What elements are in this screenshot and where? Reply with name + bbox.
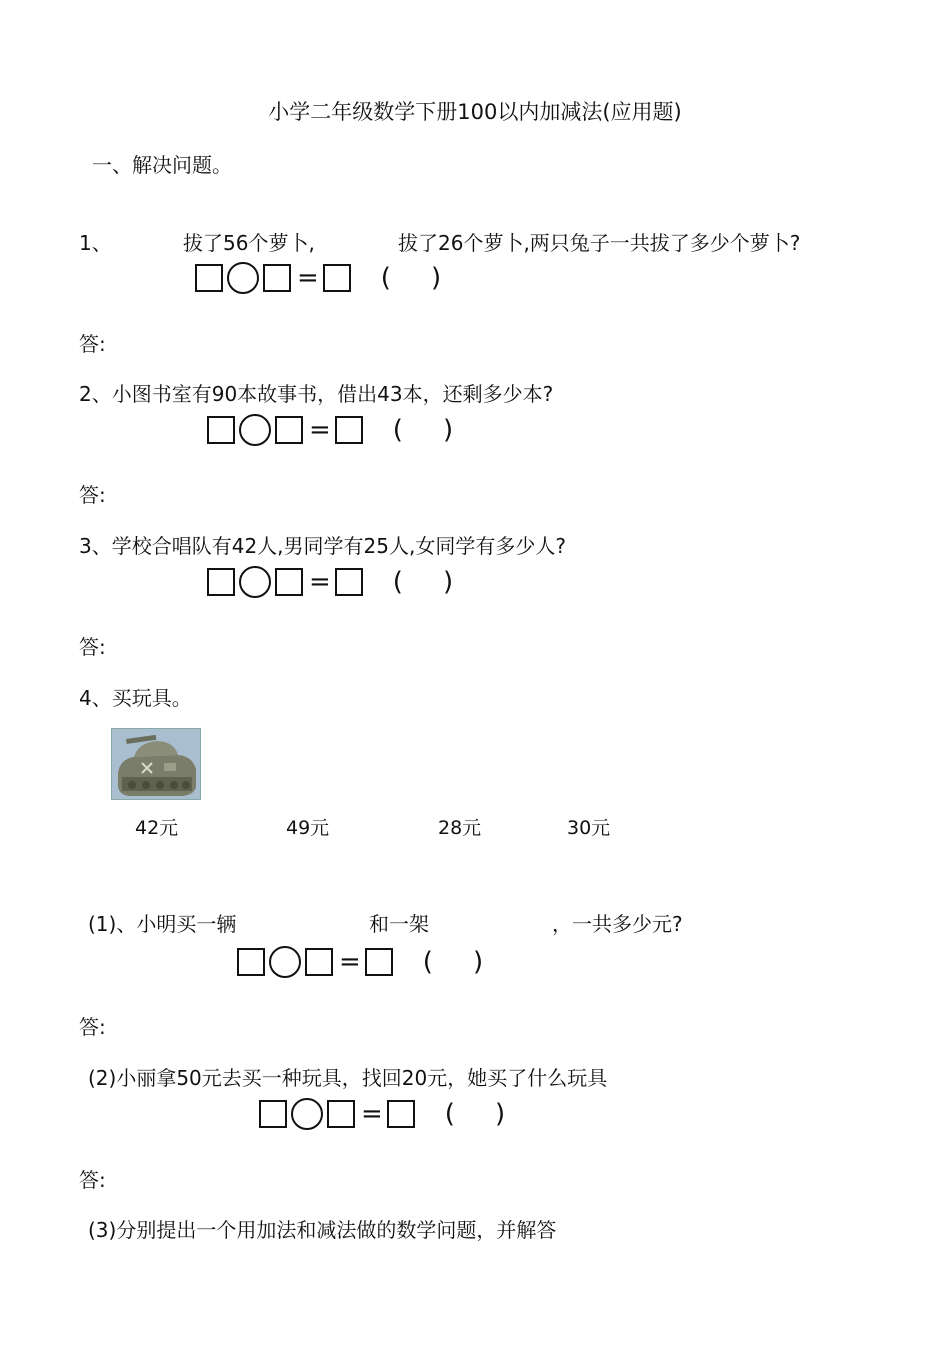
open-paren: ( (444, 1099, 455, 1129)
result-square[interactable] (365, 948, 393, 976)
answer-label: 答: (79, 1168, 106, 1192)
equals-sign: = (309, 415, 331, 445)
blank-square[interactable] (327, 1100, 355, 1128)
open-paren: ( (392, 415, 403, 445)
price-label: 49元 (286, 817, 330, 839)
unit-parentheses[interactable] (445, 1099, 505, 1129)
blank-square[interactable] (195, 264, 223, 292)
q2-equation (207, 413, 453, 447)
sub1-equation (237, 945, 483, 979)
blank-square[interactable] (207, 416, 235, 444)
operator-circle[interactable] (227, 262, 259, 294)
open-paren: ( (422, 947, 433, 977)
q3-text: 3、学校合唱队有42人,男同学有25人,女同学有多少人? (79, 534, 566, 558)
unit-parentheses[interactable] (423, 947, 483, 977)
blank-square[interactable] (305, 948, 333, 976)
result-square[interactable] (335, 568, 363, 596)
operator-circle[interactable] (269, 946, 301, 978)
open-paren: ( (380, 263, 391, 293)
q1-text-part2: 拔了26个萝卜,两只兔子一共拔了多少个萝卜? (398, 231, 801, 255)
close-paren: ) (442, 415, 454, 445)
result-square[interactable] (387, 1100, 415, 1128)
open-paren: ( (392, 567, 403, 597)
q1-text-part1: 拔了56个萝卜, (183, 231, 315, 255)
close-paren: ) (442, 567, 454, 597)
page-title: 小学二年级数学下册100以内加减法(应用题) (268, 100, 682, 124)
price-label: 28元 (438, 817, 482, 839)
tank-toy-icon (111, 728, 201, 800)
equals-sign: = (361, 1099, 383, 1129)
unit-parentheses[interactable] (393, 567, 453, 597)
close-paren: ) (430, 263, 442, 293)
section-heading: 一、解决问题。 (92, 153, 232, 177)
answer-label: 答: (79, 332, 106, 356)
result-square[interactable] (335, 416, 363, 444)
q3-equation (207, 565, 453, 599)
answer-label: 答: (79, 483, 106, 507)
close-paren: ) (472, 947, 484, 977)
equals-sign: = (339, 947, 361, 977)
q1-number: 1、 (79, 231, 112, 255)
sub2-equation (259, 1097, 505, 1131)
sub1-text-part3: ，一共多少元? (552, 912, 683, 936)
price-label: 30元 (567, 817, 611, 839)
q2-text: 2、小图书室有90本故事书，借出43本，还剩多少本? (79, 382, 554, 406)
unit-parentheses[interactable] (393, 415, 453, 445)
blank-square[interactable] (275, 416, 303, 444)
sub1-text-part2: 和一架 (369, 912, 429, 936)
sub3-text: (3)分别提出一个用加法和减法做的数学问题，并解答 (88, 1218, 557, 1242)
q1-equation (195, 261, 441, 295)
equals-sign: = (297, 263, 319, 293)
blank-square[interactable] (263, 264, 291, 292)
blank-square[interactable] (259, 1100, 287, 1128)
blank-square[interactable] (275, 568, 303, 596)
operator-circle[interactable] (239, 414, 271, 446)
operator-circle[interactable] (239, 566, 271, 598)
answer-label: 答: (79, 635, 106, 659)
sub2-text: (2)小丽拿50元去买一种玩具，找回20元，她买了什么玩具 (88, 1066, 608, 1090)
answer-label: 答: (79, 1015, 106, 1039)
blank-square[interactable] (237, 948, 265, 976)
q4-text: 4、买玩具。 (79, 686, 192, 710)
unit-parentheses[interactable] (381, 263, 441, 293)
blank-square[interactable] (207, 568, 235, 596)
sub1-text-part1: (1)、小明买一辆 (88, 912, 237, 936)
equals-sign: = (309, 567, 331, 597)
price-label: 42元 (135, 817, 179, 839)
close-paren: ) (494, 1099, 506, 1129)
result-square[interactable] (323, 264, 351, 292)
operator-circle[interactable] (291, 1098, 323, 1130)
